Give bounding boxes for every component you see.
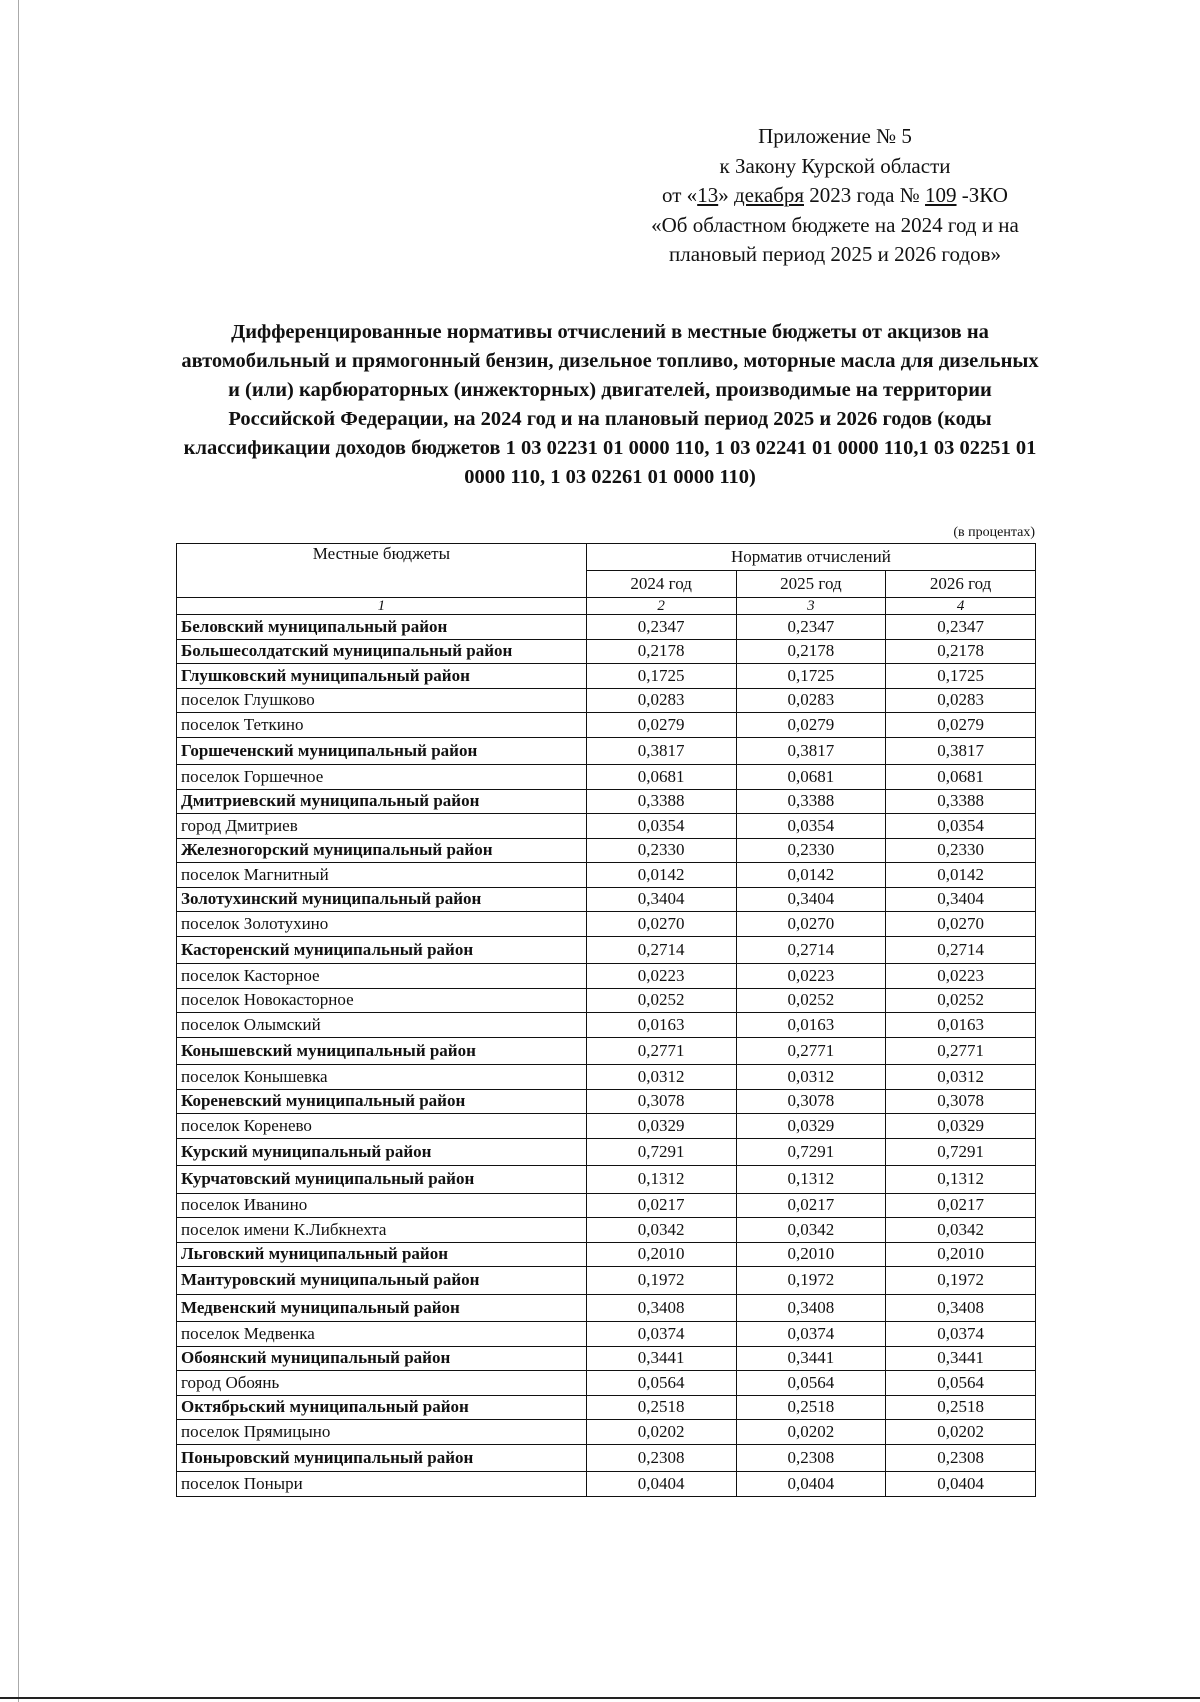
norm-value-2024: 0,2518 <box>586 1395 736 1420</box>
budget-name: Касторенский муниципальный район <box>177 936 587 964</box>
norm-value-2026: 0,2771 <box>886 1037 1036 1065</box>
table-row <box>177 936 1036 964</box>
norm-value-2026: 0,0283 <box>886 688 1036 713</box>
budget-name: поселок Олымский <box>177 1013 587 1038</box>
budget-name: поселок Конышевка <box>177 1065 587 1090</box>
norm-value-2026: 0,0342 <box>886 1218 1036 1243</box>
budget-name: Золотухинский муниципальный район <box>177 887 587 912</box>
appendix-law-title-2: плановый период 2025 и 2026 годов» <box>669 242 1001 266</box>
norm-value-2024: 0,1312 <box>586 1166 736 1194</box>
table-row <box>177 1037 1036 1065</box>
table-row <box>177 1114 1036 1139</box>
norm-value-2024: 0,0681 <box>586 765 736 790</box>
budget-name: Медвенский муниципальный район <box>177 1294 587 1322</box>
norm-value-2024: 0,2010 <box>586 1242 736 1267</box>
table-row <box>177 1444 1036 1472</box>
norm-value-2025: 0,0404 <box>736 1472 886 1497</box>
norm-value-2026: 0,2178 <box>886 639 1036 664</box>
norm-value-2025: 0,2518 <box>736 1395 886 1420</box>
budget-name: поселок Новокасторное <box>177 988 587 1013</box>
norm-value-2024: 0,0252 <box>586 988 736 1013</box>
col-index-4: 4 <box>886 598 1036 615</box>
norm-value-2024: 0,0312 <box>586 1065 736 1090</box>
norm-value-2024: 0,0404 <box>586 1472 736 1497</box>
norm-value-2026: 0,1312 <box>886 1166 1036 1194</box>
norm-value-2024: 0,1725 <box>586 664 736 689</box>
norm-value-2025: 0,2178 <box>736 639 886 664</box>
norm-value-2025: 0,0564 <box>736 1371 886 1396</box>
norm-value-2025: 0,0312 <box>736 1065 886 1090</box>
table-row <box>177 688 1036 713</box>
budget-name: поселок Коренево <box>177 1114 587 1139</box>
norm-value-2024: 0,0354 <box>586 814 736 839</box>
norm-value-2024: 0,3408 <box>586 1294 736 1322</box>
col-header-2025: 2025 год <box>736 571 886 598</box>
norm-value-2026: 0,0279 <box>886 713 1036 738</box>
table-row <box>177 789 1036 814</box>
col-header-norm: Норматив отчислений <box>586 544 1035 571</box>
norm-value-2026: 0,3408 <box>886 1294 1036 1322</box>
norm-value-2025: 0,7291 <box>736 1138 886 1166</box>
norm-value-2024: 0,3817 <box>586 737 736 765</box>
budget-name: Глушковский муниципальный район <box>177 664 587 689</box>
norm-value-2025: 0,0342 <box>736 1218 886 1243</box>
table-row <box>177 1089 1036 1114</box>
budget-name: Поныровский муниципальный район <box>177 1444 587 1472</box>
norm-value-2024: 0,0270 <box>586 912 736 937</box>
budget-name: Горшеченский муниципальный район <box>177 737 587 765</box>
table-row <box>177 1395 1036 1420</box>
budget-name: Обоянский муниципальный район <box>177 1346 587 1371</box>
budget-name: поселок Медвенка <box>177 1322 587 1347</box>
budget-name: Железногорский муниципальный район <box>177 838 587 863</box>
norm-value-2026: 0,0681 <box>886 765 1036 790</box>
table-row <box>177 1013 1036 1038</box>
norm-value-2025: 0,3817 <box>736 737 886 765</box>
scan-edge-left <box>18 0 19 1702</box>
date-year: 2023 года № <box>804 183 926 207</box>
norm-value-2026: 0,7291 <box>886 1138 1036 1166</box>
table-row <box>177 737 1036 765</box>
norm-value-2024: 0,2714 <box>586 936 736 964</box>
norm-value-2024: 0,0223 <box>586 964 736 989</box>
norm-value-2024: 0,7291 <box>586 1138 736 1166</box>
norm-value-2024: 0,2308 <box>586 1444 736 1472</box>
norm-value-2026: 0,0404 <box>886 1472 1036 1497</box>
budget-name: поселок Касторное <box>177 964 587 989</box>
norm-value-2026: 0,2010 <box>886 1242 1036 1267</box>
norm-value-2026: 0,3817 <box>886 737 1036 765</box>
norm-value-2025: 0,0283 <box>736 688 886 713</box>
norm-value-2025: 0,2771 <box>736 1037 886 1065</box>
budget-name: Льговский муниципальный район <box>177 1242 587 1267</box>
table-row <box>177 1218 1036 1243</box>
budget-name: Большесолдатский муниципальный район <box>177 639 587 664</box>
col-header-2024: 2024 год <box>586 571 736 598</box>
norm-value-2024: 0,1972 <box>586 1267 736 1295</box>
norm-value-2025: 0,2714 <box>736 936 886 964</box>
table-row <box>177 664 1036 689</box>
norm-value-2024: 0,0342 <box>586 1218 736 1243</box>
table-row <box>177 988 1036 1013</box>
date-prefix: от « <box>662 183 698 207</box>
norm-value-2024: 0,3078 <box>586 1089 736 1114</box>
norm-value-2025: 0,3388 <box>736 789 886 814</box>
table-row <box>177 1065 1036 1090</box>
norm-value-2026: 0,0217 <box>886 1193 1036 1218</box>
units-note: (в процентах) <box>953 525 1035 540</box>
col-header-budgets: Местные бюджеты <box>177 544 587 598</box>
budget-name: поселок Золотухино <box>177 912 587 937</box>
col-index-1: 1 <box>177 598 587 615</box>
table-row <box>177 1472 1036 1497</box>
norm-value-2024: 0,2178 <box>586 639 736 664</box>
norm-value-2026: 0,0163 <box>886 1013 1036 1038</box>
col-index-3: 3 <box>736 598 886 615</box>
norm-value-2026: 0,0202 <box>886 1420 1036 1445</box>
law-suffix: -ЗКО <box>956 183 1008 207</box>
norm-value-2025: 0,2330 <box>736 838 886 863</box>
budget-name: Беловский муниципальный район <box>177 615 587 640</box>
norm-value-2025: 0,0681 <box>736 765 886 790</box>
law-number: 109 <box>925 183 957 207</box>
norm-value-2024: 0,3441 <box>586 1346 736 1371</box>
norm-value-2026: 0,2518 <box>886 1395 1036 1420</box>
norm-value-2026: 0,0252 <box>886 988 1036 1013</box>
table-row <box>177 838 1036 863</box>
norm-value-2026: 0,2347 <box>886 615 1036 640</box>
table-row <box>177 1242 1036 1267</box>
budget-name: Мантуровский муниципальный район <box>177 1267 587 1295</box>
appendix-law-ref: к Закону Курской области <box>719 153 951 178</box>
norm-value-2025: 0,3441 <box>736 1346 886 1371</box>
norm-value-2024: 0,3404 <box>586 887 736 912</box>
norm-value-2025: 0,2308 <box>736 1444 886 1472</box>
norm-value-2024: 0,0142 <box>586 863 736 888</box>
table-row <box>177 1193 1036 1218</box>
norm-value-2024: 0,2330 <box>586 838 736 863</box>
col-index-2: 2 <box>586 598 736 615</box>
scan-edge-bottom <box>0 1697 1200 1699</box>
table-row <box>177 1166 1036 1194</box>
norm-value-2025: 0,0142 <box>736 863 886 888</box>
norm-value-2025: 0,3404 <box>736 887 886 912</box>
budget-name: город Обоянь <box>177 1371 587 1396</box>
norm-value-2024: 0,0283 <box>586 688 736 713</box>
budget-name: поселок Теткино <box>177 713 587 738</box>
norm-value-2024: 0,2771 <box>586 1037 736 1065</box>
date-sep: » <box>718 183 734 207</box>
norms-table <box>176 543 1036 1497</box>
norm-value-2026: 0,1725 <box>886 664 1036 689</box>
norm-value-2025: 0,0279 <box>736 713 886 738</box>
norm-value-2024: 0,0374 <box>586 1322 736 1347</box>
norm-value-2024: 0,0217 <box>586 1193 736 1218</box>
table-row <box>177 1346 1036 1371</box>
norm-value-2026: 0,0329 <box>886 1114 1036 1139</box>
table-row <box>177 1294 1036 1322</box>
budget-name: Кореневский муниципальный район <box>177 1089 587 1114</box>
appendix-date-line <box>600 181 1070 211</box>
norm-value-2025: 0,0329 <box>736 1114 886 1139</box>
norm-value-2025: 0,0354 <box>736 814 886 839</box>
table-row <box>177 615 1036 640</box>
budget-name: город Дмитриев <box>177 814 587 839</box>
norm-value-2024: 0,0564 <box>586 1371 736 1396</box>
norm-value-2026: 0,0142 <box>886 863 1036 888</box>
table-row <box>177 863 1036 888</box>
table-row <box>177 1138 1036 1166</box>
budget-name: Октябрьский муниципальный район <box>177 1395 587 1420</box>
table-row <box>177 814 1036 839</box>
budget-name: Конышевский муниципальный район <box>177 1037 587 1065</box>
budget-name: поселок имени К.Либкнехта <box>177 1218 587 1243</box>
norm-value-2025: 0,0202 <box>736 1420 886 1445</box>
norm-value-2026: 0,3078 <box>886 1089 1036 1114</box>
norm-value-2024: 0,3388 <box>586 789 736 814</box>
norm-value-2025: 0,1725 <box>736 664 886 689</box>
norm-value-2025: 0,3078 <box>736 1089 886 1114</box>
norm-value-2026: 0,0270 <box>886 912 1036 937</box>
norm-value-2024: 0,0329 <box>586 1114 736 1139</box>
appendix-number: Приложение № 5 <box>758 124 912 148</box>
norm-value-2025: 0,0270 <box>736 912 886 937</box>
budget-name: поселок Иванино <box>177 1193 587 1218</box>
col-header-2026: 2026 год <box>886 571 1036 598</box>
norm-value-2024: 0,0279 <box>586 713 736 738</box>
table-row <box>177 964 1036 989</box>
norm-value-2026: 0,2330 <box>886 838 1036 863</box>
budget-name: Курский муниципальный район <box>177 1138 587 1166</box>
norm-value-2024: 0,0202 <box>586 1420 736 1445</box>
norm-value-2025: 0,2347 <box>736 615 886 640</box>
norm-value-2025: 0,1312 <box>736 1166 886 1194</box>
date-day: 13 <box>697 183 719 207</box>
norm-value-2026: 0,0223 <box>886 964 1036 989</box>
table-row <box>177 1371 1036 1396</box>
norm-value-2025: 0,2010 <box>736 1242 886 1267</box>
norm-value-2026: 0,3388 <box>886 789 1036 814</box>
norm-value-2025: 0,0374 <box>736 1322 886 1347</box>
table-row <box>177 1420 1036 1445</box>
date-month: декабря <box>733 183 804 207</box>
appendix-law-title-1: «Об областном бюджете на 2024 год и на <box>651 212 1019 237</box>
budget-name: поселок Глушково <box>177 688 587 713</box>
norm-value-2026: 0,2714 <box>886 936 1036 964</box>
norm-value-2025: 0,0223 <box>736 964 886 989</box>
norm-value-2026: 0,0312 <box>886 1065 1036 1090</box>
norm-value-2026: 0,0354 <box>886 814 1036 839</box>
norm-value-2025: 0,1972 <box>736 1267 886 1295</box>
budget-name: поселок Горшечное <box>177 765 587 790</box>
budget-name: Дмитриевский муниципальный район <box>177 789 587 814</box>
budget-name: поселок Прямицыно <box>177 1420 587 1445</box>
norm-value-2024: 0,0163 <box>586 1013 736 1038</box>
norm-value-2026: 0,0564 <box>886 1371 1036 1396</box>
norm-value-2026: 0,2308 <box>886 1444 1036 1472</box>
norm-value-2024: 0,2347 <box>586 615 736 640</box>
table-row <box>177 1322 1036 1347</box>
budget-name: поселок Поныри <box>177 1472 587 1497</box>
norm-value-2026: 0,3404 <box>886 887 1036 912</box>
norm-value-2025: 0,0252 <box>736 988 886 1013</box>
table-row <box>177 1267 1036 1295</box>
norm-value-2025: 0,0163 <box>736 1013 886 1038</box>
table-row <box>177 912 1036 937</box>
table-row <box>177 887 1036 912</box>
table-row <box>177 639 1036 664</box>
budget-name: поселок Магнитный <box>177 863 587 888</box>
appendix-header <box>600 122 1070 270</box>
document-title: Дифференцированные нормативы отчислений в местные бюджеты от акцизов на автомобильный и прямогонный бензин, дизельное топливо, моторные масла для дизельных и (или) карбюраторных (инжекторных) двигателей, производимые на территории Российской Федерации, на 2024 год и на плановый период 2025 и 2026 годов (коды классификации доходов бюджетов 1 03 02231 01 0000 110, 1 03 02241 01 0000 110,1 03 02251 01 0000 110, 1 03 02261 01 0000 110) <box>181 321 1039 488</box>
table-row <box>177 713 1036 738</box>
budget-name: Курчатовский муниципальный район <box>177 1166 587 1194</box>
table-row <box>177 765 1036 790</box>
norm-value-2026: 0,1972 <box>886 1267 1036 1295</box>
norm-value-2026: 0,0374 <box>886 1322 1036 1347</box>
norm-value-2026: 0,3441 <box>886 1346 1036 1371</box>
norm-value-2025: 0,3408 <box>736 1294 886 1322</box>
norm-value-2025: 0,0217 <box>736 1193 886 1218</box>
